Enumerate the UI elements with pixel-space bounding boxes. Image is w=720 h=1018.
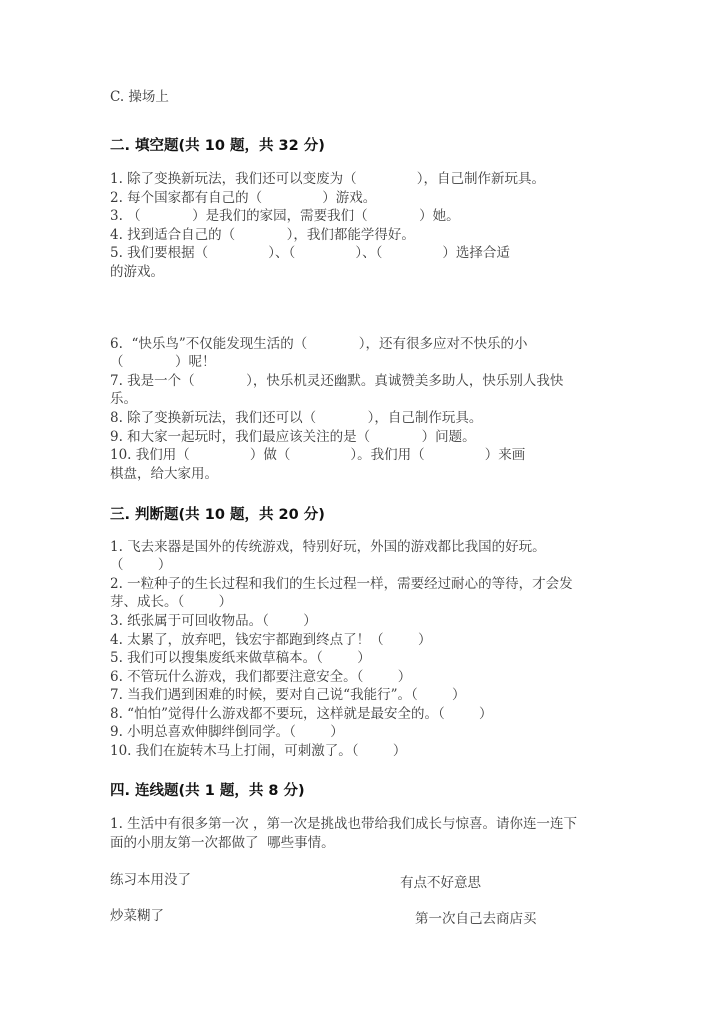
fill-q7: 7. 我是一个（ ），快乐机灵还幽默。真诚赞美多助人，快乐别人我快 — [110, 373, 564, 389]
fill-q2: 2. 每个国家都有自己的（ ）游戏。 — [110, 190, 377, 206]
fill-section-heading: 二. 填空题(共 10 题，共 32 分) — [110, 138, 325, 154]
fill-q6: 6. “快乐鸟”不仅能发现生活的（ ），还有很多应对不快乐的小 — [110, 336, 528, 352]
fill-q6-cont: （ ）呢！ — [110, 354, 216, 370]
judge-q2: 2. 一粒种子的生长过程和我们的生长过程一样，需要经过耐心的等待，才会发 — [110, 576, 573, 592]
judge-q10: 10. 我们在旋转木马上打闹，可刺激了。（ ） — [110, 743, 407, 759]
fill-q1: 1. 除了变换新玩法，我们还可以变废为（ ），自己制作新玩具。 — [110, 171, 545, 187]
judge-q3: 3. 纸张属于可回收物品。（ ） — [110, 613, 317, 629]
judge-q2-cont: 芽、成长。（ ） — [110, 594, 233, 610]
judge-q6: 6. 不管玩什么游戏，我们都要注意安全。（ ） — [110, 669, 412, 685]
match-q1-cont: 面的小朋友第一次都做了 哪些事情。 — [110, 835, 335, 851]
judge-q1: 1. 飞去来器是国外的传统游戏，特别好玩，外国的游戏都比我国的好玩。 — [110, 539, 546, 555]
judge-section-heading: 三. 判断题(共 10 题，共 20 分) — [110, 507, 325, 523]
match-q1: 1. 生活中有很多第一次 ，第一次是挑战也带给我们成长与惊喜。请你连一连下 — [110, 816, 577, 832]
judge-q8: 8. “怕怕”觉得什么游戏都不要玩，这样就是最安全的。（ ） — [110, 706, 493, 722]
match-left-item-2: 炒菜糊了 — [110, 908, 164, 924]
judge-q5: 5. 我们可以搜集废纸来做草稿本。（ ） — [110, 650, 371, 666]
fill-q9: 9. 和大家一起玩时，我们最应该关注的是（ ）问题。 — [110, 429, 476, 445]
fill-q4: 4. 找到适合自己的（ ），我们都能学得好。 — [110, 227, 415, 243]
judge-q7: 7. 当我们遇到困难的时候，要对自己说“我能行”。（ ） — [110, 687, 466, 703]
match-right-item-1: 有点不好意思 — [400, 875, 481, 891]
fill-q3: 3. （ ）是我们的家园，需要我们（ ）她。 — [110, 208, 460, 224]
match-right-item-2: 第一次自己去商店买 — [415, 911, 537, 927]
fill-q5-cont: 的游戏。 — [110, 264, 164, 280]
match-section-heading: 四. 连线题(共 1 题，共 8 分) — [110, 783, 305, 799]
prev-option-c: C. 操场上 — [110, 89, 169, 105]
match-left-item-1: 练习本用没了 — [110, 872, 191, 888]
fill-q5: 5. 我们要根据（ ）、（ ）、（ ）选择合适 — [110, 245, 510, 261]
judge-q9: 9. 小明总喜欢伸脚绊倒同学。（ ） — [110, 724, 344, 740]
judge-q1-cont: （ ） — [110, 557, 172, 573]
fill-q8: 8. 除了变换新玩法，我们还可以（ ），自己制作玩具。 — [110, 410, 483, 426]
fill-q10: 10. 我们用（ ）做（ ）。我们用（ ）来画 — [110, 447, 526, 463]
fill-q7-cont: 乐。 — [110, 391, 137, 407]
judge-q4: 4. 太累了，放弃吧，钱宏宇都跑到终点了！（ ） — [110, 632, 432, 648]
fill-q10-cont: 棋盘，给大家用。 — [110, 466, 218, 482]
